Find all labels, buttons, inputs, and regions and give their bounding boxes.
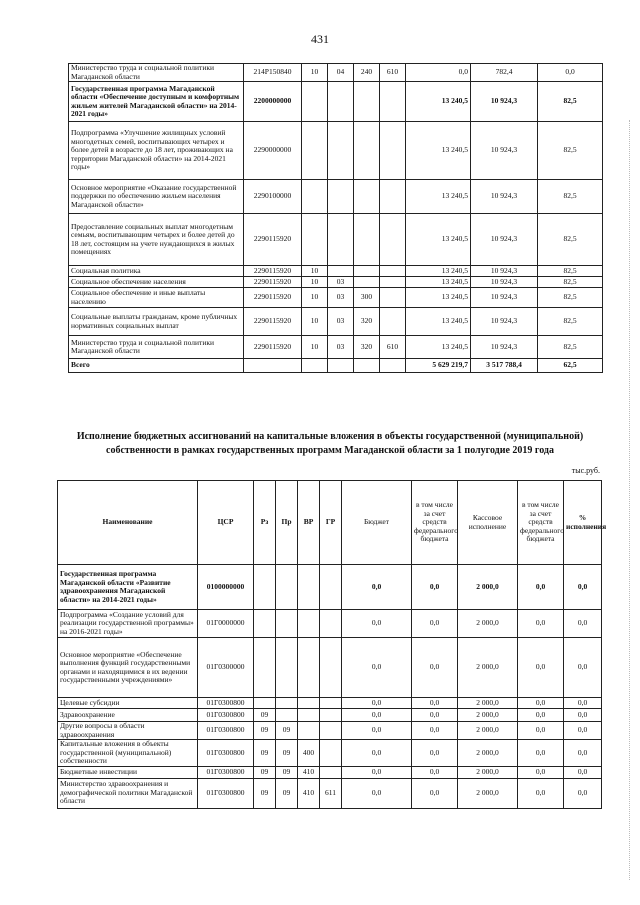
- row-vr: 410: [298, 766, 320, 778]
- row-pr: [276, 709, 298, 722]
- row-budget: 0,0: [342, 698, 412, 709]
- row-budget: 0,0: [342, 638, 412, 698]
- row-vr: [298, 709, 320, 722]
- row-gr: 611: [320, 778, 342, 808]
- row-code: 2290115920: [244, 214, 302, 266]
- row-federal-1: 0,0: [412, 610, 458, 638]
- row-cash-execution: 2 000,0: [458, 698, 518, 709]
- row-gr: 610: [380, 64, 406, 82]
- row-budget: 13 240,5: [406, 277, 471, 288]
- row-federal-2: 0,0: [518, 698, 564, 709]
- row-vr: [354, 359, 380, 373]
- row-cash-execution: 2 000,0: [458, 740, 518, 767]
- row-vr: 400: [298, 740, 320, 767]
- row-code: 214P150840: [244, 64, 302, 82]
- row-name: Министерство труда и социальной политики Магаданской области: [69, 64, 244, 82]
- row-vr: 320: [354, 308, 380, 336]
- row-execution: 10 924,3: [471, 180, 538, 214]
- row-budget: 0,0: [342, 722, 412, 740]
- table-row: [69, 82, 603, 122]
- row-gr: [380, 82, 406, 122]
- row-percent: 0,0: [564, 698, 602, 709]
- row-federal-1: 0,0: [412, 638, 458, 698]
- row-vr: [298, 610, 320, 638]
- row-percent: 0,0: [564, 610, 602, 638]
- row-pr: 09: [276, 722, 298, 740]
- row-rz: 09: [254, 740, 276, 767]
- row-execution: 10 924,3: [471, 288, 538, 308]
- row-csr: 0100000000: [198, 565, 254, 610]
- row-budget: 13 240,5: [406, 308, 471, 336]
- row-rz: [254, 698, 276, 709]
- row-rz: [302, 82, 328, 122]
- row-percent: 82,5: [538, 266, 603, 277]
- row-vr: 410: [298, 778, 320, 808]
- row-name: Социальная политика: [69, 266, 244, 277]
- row-name: Министерство труда и социальной политики Магаданской области: [69, 336, 244, 359]
- row-rz: [302, 122, 328, 180]
- table-row: [58, 778, 602, 808]
- row-execution: 10 924,3: [471, 82, 538, 122]
- row-rz: 09: [254, 778, 276, 808]
- row-pr: 03: [328, 336, 354, 359]
- header-budget: Бюджет: [342, 481, 412, 565]
- row-name: Социальные выплаты гражданам, кроме публичных нормативных социальных выплат: [69, 308, 244, 336]
- row-execution: 3 517 788,4: [471, 359, 538, 373]
- header-percent: % исполнения: [564, 481, 602, 565]
- row-code: 2290115920: [244, 288, 302, 308]
- row-gr: [320, 740, 342, 767]
- row-cash-execution: 2 000,0: [458, 766, 518, 778]
- row-vr: 300: [354, 288, 380, 308]
- row-rz: 10: [302, 336, 328, 359]
- row-federal-2: 0,0: [518, 610, 564, 638]
- row-federal-1: 0,0: [412, 740, 458, 767]
- row-execution: 10 924,3: [471, 277, 538, 288]
- row-cash-execution: 2 000,0: [458, 778, 518, 808]
- row-budget: 13 240,5: [406, 122, 471, 180]
- row-percent: 62,5: [538, 359, 603, 373]
- row-gr: [380, 122, 406, 180]
- table-row: [58, 698, 602, 709]
- header-rz: Рз: [254, 481, 276, 565]
- row-budget: 13 240,5: [406, 82, 471, 122]
- table-row: [69, 214, 603, 266]
- row-budget: 13 240,5: [406, 288, 471, 308]
- row-pr: [276, 565, 298, 610]
- row-name: Государственная программа Магаданской области «Обеспечение доступным и комфортным жильем жителей Магаданской области» на 2014-2021 годы»: [69, 82, 244, 122]
- row-rz: [254, 638, 276, 698]
- row-vr: [354, 180, 380, 214]
- row-code: 2290000000: [244, 122, 302, 180]
- header-pr: Пр: [276, 481, 298, 565]
- row-federal-2: 0,0: [518, 778, 564, 808]
- row-pr: [328, 180, 354, 214]
- row-cash-execution: 2 000,0: [458, 709, 518, 722]
- row-name: Социальное обеспечение и иные выплаты населению: [69, 288, 244, 308]
- row-vr: [298, 638, 320, 698]
- row-federal-2: 0,0: [518, 638, 564, 698]
- row-name: Другие вопросы в области здравоохранения: [58, 722, 198, 740]
- row-csr: 01Г0300800: [198, 722, 254, 740]
- row-cash-execution: 2 000,0: [458, 722, 518, 740]
- row-csr: 01Г0300800: [198, 766, 254, 778]
- row-gr: [380, 266, 406, 277]
- header-csr: ЦСР: [198, 481, 254, 565]
- row-code: 2290100000: [244, 180, 302, 214]
- budget-table-housing: [68, 63, 603, 373]
- row-rz: [302, 180, 328, 214]
- header-gr: ГР: [320, 481, 342, 565]
- row-federal-1: 0,0: [412, 565, 458, 610]
- row-name: Основное мероприятие «Обеспечение выполнения функций государственными органами и находящимися в их ведении государственными учреждениями»: [58, 638, 198, 698]
- row-vr: [354, 214, 380, 266]
- row-execution: 10 924,3: [471, 308, 538, 336]
- table-row: [69, 180, 603, 214]
- row-federal-2: 0,0: [518, 740, 564, 767]
- row-pr: [328, 359, 354, 373]
- row-pr: [276, 698, 298, 709]
- table-row: [58, 638, 602, 698]
- header-vr: ВР: [298, 481, 320, 565]
- row-budget: 5 629 219,7: [406, 359, 471, 373]
- row-code: 2290115920: [244, 308, 302, 336]
- table-row: [58, 610, 602, 638]
- row-budget: 0,0: [342, 778, 412, 808]
- row-vr: [354, 82, 380, 122]
- row-rz: 09: [254, 722, 276, 740]
- row-percent: 0,0: [564, 565, 602, 610]
- row-rz: 10: [302, 277, 328, 288]
- row-name: Подпрограмма «Создание условий для реализации государственной программы» на 2016-2021 годы»: [58, 610, 198, 638]
- row-cash-execution: 2 000,0: [458, 638, 518, 698]
- row-gr: [320, 709, 342, 722]
- table-row: [69, 336, 603, 359]
- table-row: [58, 709, 602, 722]
- row-pr: 03: [328, 277, 354, 288]
- row-execution: 10 924,3: [471, 266, 538, 277]
- row-name: Капитальные вложения в объекты государственной (муниципальной) собственности: [58, 740, 198, 767]
- row-pr: 09: [276, 766, 298, 778]
- row-budget: 0,0: [406, 64, 471, 82]
- table-row: [58, 565, 602, 610]
- row-budget: 13 240,5: [406, 266, 471, 277]
- row-pr: 09: [276, 778, 298, 808]
- row-vr: [298, 722, 320, 740]
- row-csr: 01Г0300800: [198, 698, 254, 709]
- row-rz: [302, 359, 328, 373]
- header-federal-2: в том числе за счет средств федерального бюджета: [518, 481, 564, 565]
- row-percent: 82,5: [538, 288, 603, 308]
- row-pr: 04: [328, 64, 354, 82]
- row-federal-2: 0,0: [518, 766, 564, 778]
- row-csr: 01Г0300800: [198, 778, 254, 808]
- row-gr: [380, 214, 406, 266]
- section-title: Исполнение бюджетных ассигнований на капитальные вложения в объекты государственной (муниципальной) собственности в рамках государственных программ Магаданской области за 1 полугодие 2019 года: [76, 431, 584, 456]
- row-federal-1: 0,0: [412, 698, 458, 709]
- row-csr: 01Г0000000: [198, 610, 254, 638]
- capital-investments-table-body: [58, 565, 602, 809]
- row-gr: [320, 722, 342, 740]
- row-percent: 82,5: [538, 308, 603, 336]
- row-rz: 10: [302, 288, 328, 308]
- row-percent: 0,0: [564, 740, 602, 767]
- table-row: [58, 722, 602, 740]
- table-row: [69, 288, 603, 308]
- row-pr: 03: [328, 288, 354, 308]
- row-pr: [328, 266, 354, 277]
- row-pr: [328, 122, 354, 180]
- row-gr: [320, 698, 342, 709]
- budget-table-housing-body: [69, 64, 603, 373]
- row-federal-2: 0,0: [518, 722, 564, 740]
- row-gr: [320, 638, 342, 698]
- table-row: [69, 122, 603, 180]
- row-pr: [328, 214, 354, 266]
- row-name: Подпрограмма «Улучшение жилищных условий многодетных семей, воспитывающих четырех и более детей в возрасте до 18 лет, проживающих на территории Магаданской области» на 2014-2021 годы»: [69, 122, 244, 180]
- row-name: Социальное обеспечение населения: [69, 277, 244, 288]
- row-cash-execution: 2 000,0: [458, 610, 518, 638]
- page-number: 431: [311, 32, 329, 46]
- row-name: Здравоохранение: [58, 709, 198, 722]
- row-name: Предоставление социальных выплат многодетным семьям, воспитывающим четырех и более детей до 18 лет, состоящим на учете нуждающихся в жилых помещениях: [69, 214, 244, 266]
- row-execution: 782,4: [471, 64, 538, 82]
- table-row: [69, 308, 603, 336]
- row-budget: 13 240,5: [406, 336, 471, 359]
- row-name: Государственная программа Магаданской области «Развитие здравоохранения Магаданской области» на 2014-2021 годы»: [58, 565, 198, 610]
- row-percent: 82,5: [538, 214, 603, 266]
- row-rz: [302, 214, 328, 266]
- capital-investments-table: [57, 480, 607, 809]
- row-federal-1: 0,0: [412, 778, 458, 808]
- row-percent: 82,5: [538, 180, 603, 214]
- row-rz: 09: [254, 709, 276, 722]
- row-code: 2290115920: [244, 266, 302, 277]
- row-pr: [276, 610, 298, 638]
- row-budget: 13 240,5: [406, 180, 471, 214]
- row-vr: [298, 565, 320, 610]
- row-vr: 320: [354, 336, 380, 359]
- row-federal-2: 0,0: [518, 565, 564, 610]
- row-federal-1: 0,0: [412, 722, 458, 740]
- row-gr: [320, 565, 342, 610]
- row-name: Целевые субсидии: [58, 698, 198, 709]
- row-pr: 09: [276, 740, 298, 767]
- row-percent: 0,0: [564, 709, 602, 722]
- row-percent: 82,5: [538, 122, 603, 180]
- row-rz: 09: [254, 766, 276, 778]
- row-vr: [354, 122, 380, 180]
- row-budget: 13 240,5: [406, 214, 471, 266]
- row-rz: 10: [302, 64, 328, 82]
- row-percent: 0,0: [564, 778, 602, 808]
- row-percent: 82,5: [538, 336, 603, 359]
- row-code: 2290115920: [244, 336, 302, 359]
- row-name: Основное мероприятие «Оказание государственной поддержки по обеспечению жильем населения Магаданской области»: [69, 180, 244, 214]
- row-name: Бюджетные инвестиции: [58, 766, 198, 778]
- row-percent: 0,0: [564, 638, 602, 698]
- table-row: [69, 266, 603, 277]
- row-percent: 82,5: [538, 277, 603, 288]
- header-name: Наименование: [58, 481, 198, 565]
- table-row: [69, 277, 603, 288]
- row-vr: [354, 266, 380, 277]
- row-execution: 10 924,3: [471, 214, 538, 266]
- table-row: [58, 740, 602, 767]
- scan-edge-marks: [629, 120, 636, 880]
- row-code: 2200000000: [244, 82, 302, 122]
- row-vr: [354, 277, 380, 288]
- row-execution: 10 924,3: [471, 336, 538, 359]
- row-rz: [254, 565, 276, 610]
- row-federal-2: 0,0: [518, 709, 564, 722]
- row-gr: [320, 610, 342, 638]
- table-row: [69, 64, 603, 82]
- table-row: [58, 766, 602, 778]
- table-header-row: [58, 481, 602, 565]
- row-rz: 10: [302, 308, 328, 336]
- row-pr: [276, 638, 298, 698]
- row-percent: 0,0: [564, 722, 602, 740]
- row-gr: [380, 180, 406, 214]
- row-percent: 0,0: [538, 64, 603, 82]
- row-pr: 03: [328, 308, 354, 336]
- row-rz: 10: [302, 266, 328, 277]
- row-csr: 01Г0300800: [198, 709, 254, 722]
- row-gr: [380, 359, 406, 373]
- row-name: Министерство здравоохранения и демографической политики Магаданской области: [58, 778, 198, 808]
- row-code: [244, 359, 302, 373]
- row-csr: 01Г0300800: [198, 740, 254, 767]
- row-csr: 01Г0300000: [198, 638, 254, 698]
- row-gr: [320, 766, 342, 778]
- row-budget: 0,0: [342, 766, 412, 778]
- row-gr: [380, 308, 406, 336]
- row-code: 2290115920: [244, 277, 302, 288]
- row-gr: [380, 288, 406, 308]
- row-percent: 82,5: [538, 82, 603, 122]
- row-name: Всего: [69, 359, 244, 373]
- row-rz: [254, 610, 276, 638]
- units-label: тыс.руб.: [571, 466, 600, 475]
- row-budget: 0,0: [342, 740, 412, 767]
- row-execution: 10 924,3: [471, 122, 538, 180]
- row-budget: 0,0: [342, 709, 412, 722]
- row-gr: 610: [380, 336, 406, 359]
- row-vr: 240: [354, 64, 380, 82]
- table-row: [69, 359, 603, 373]
- row-budget: 0,0: [342, 565, 412, 610]
- row-budget: 0,0: [342, 610, 412, 638]
- row-gr: [380, 277, 406, 288]
- header-cash-execution: Кассовое исполнение: [458, 481, 518, 565]
- header-federal-1: в том числе за счет средств федерального бюджета: [412, 481, 458, 565]
- row-percent: 0,0: [564, 766, 602, 778]
- row-cash-execution: 2 000,0: [458, 565, 518, 610]
- row-vr: [298, 698, 320, 709]
- row-pr: [328, 82, 354, 122]
- row-federal-1: 0,0: [412, 766, 458, 778]
- row-federal-1: 0,0: [412, 709, 458, 722]
